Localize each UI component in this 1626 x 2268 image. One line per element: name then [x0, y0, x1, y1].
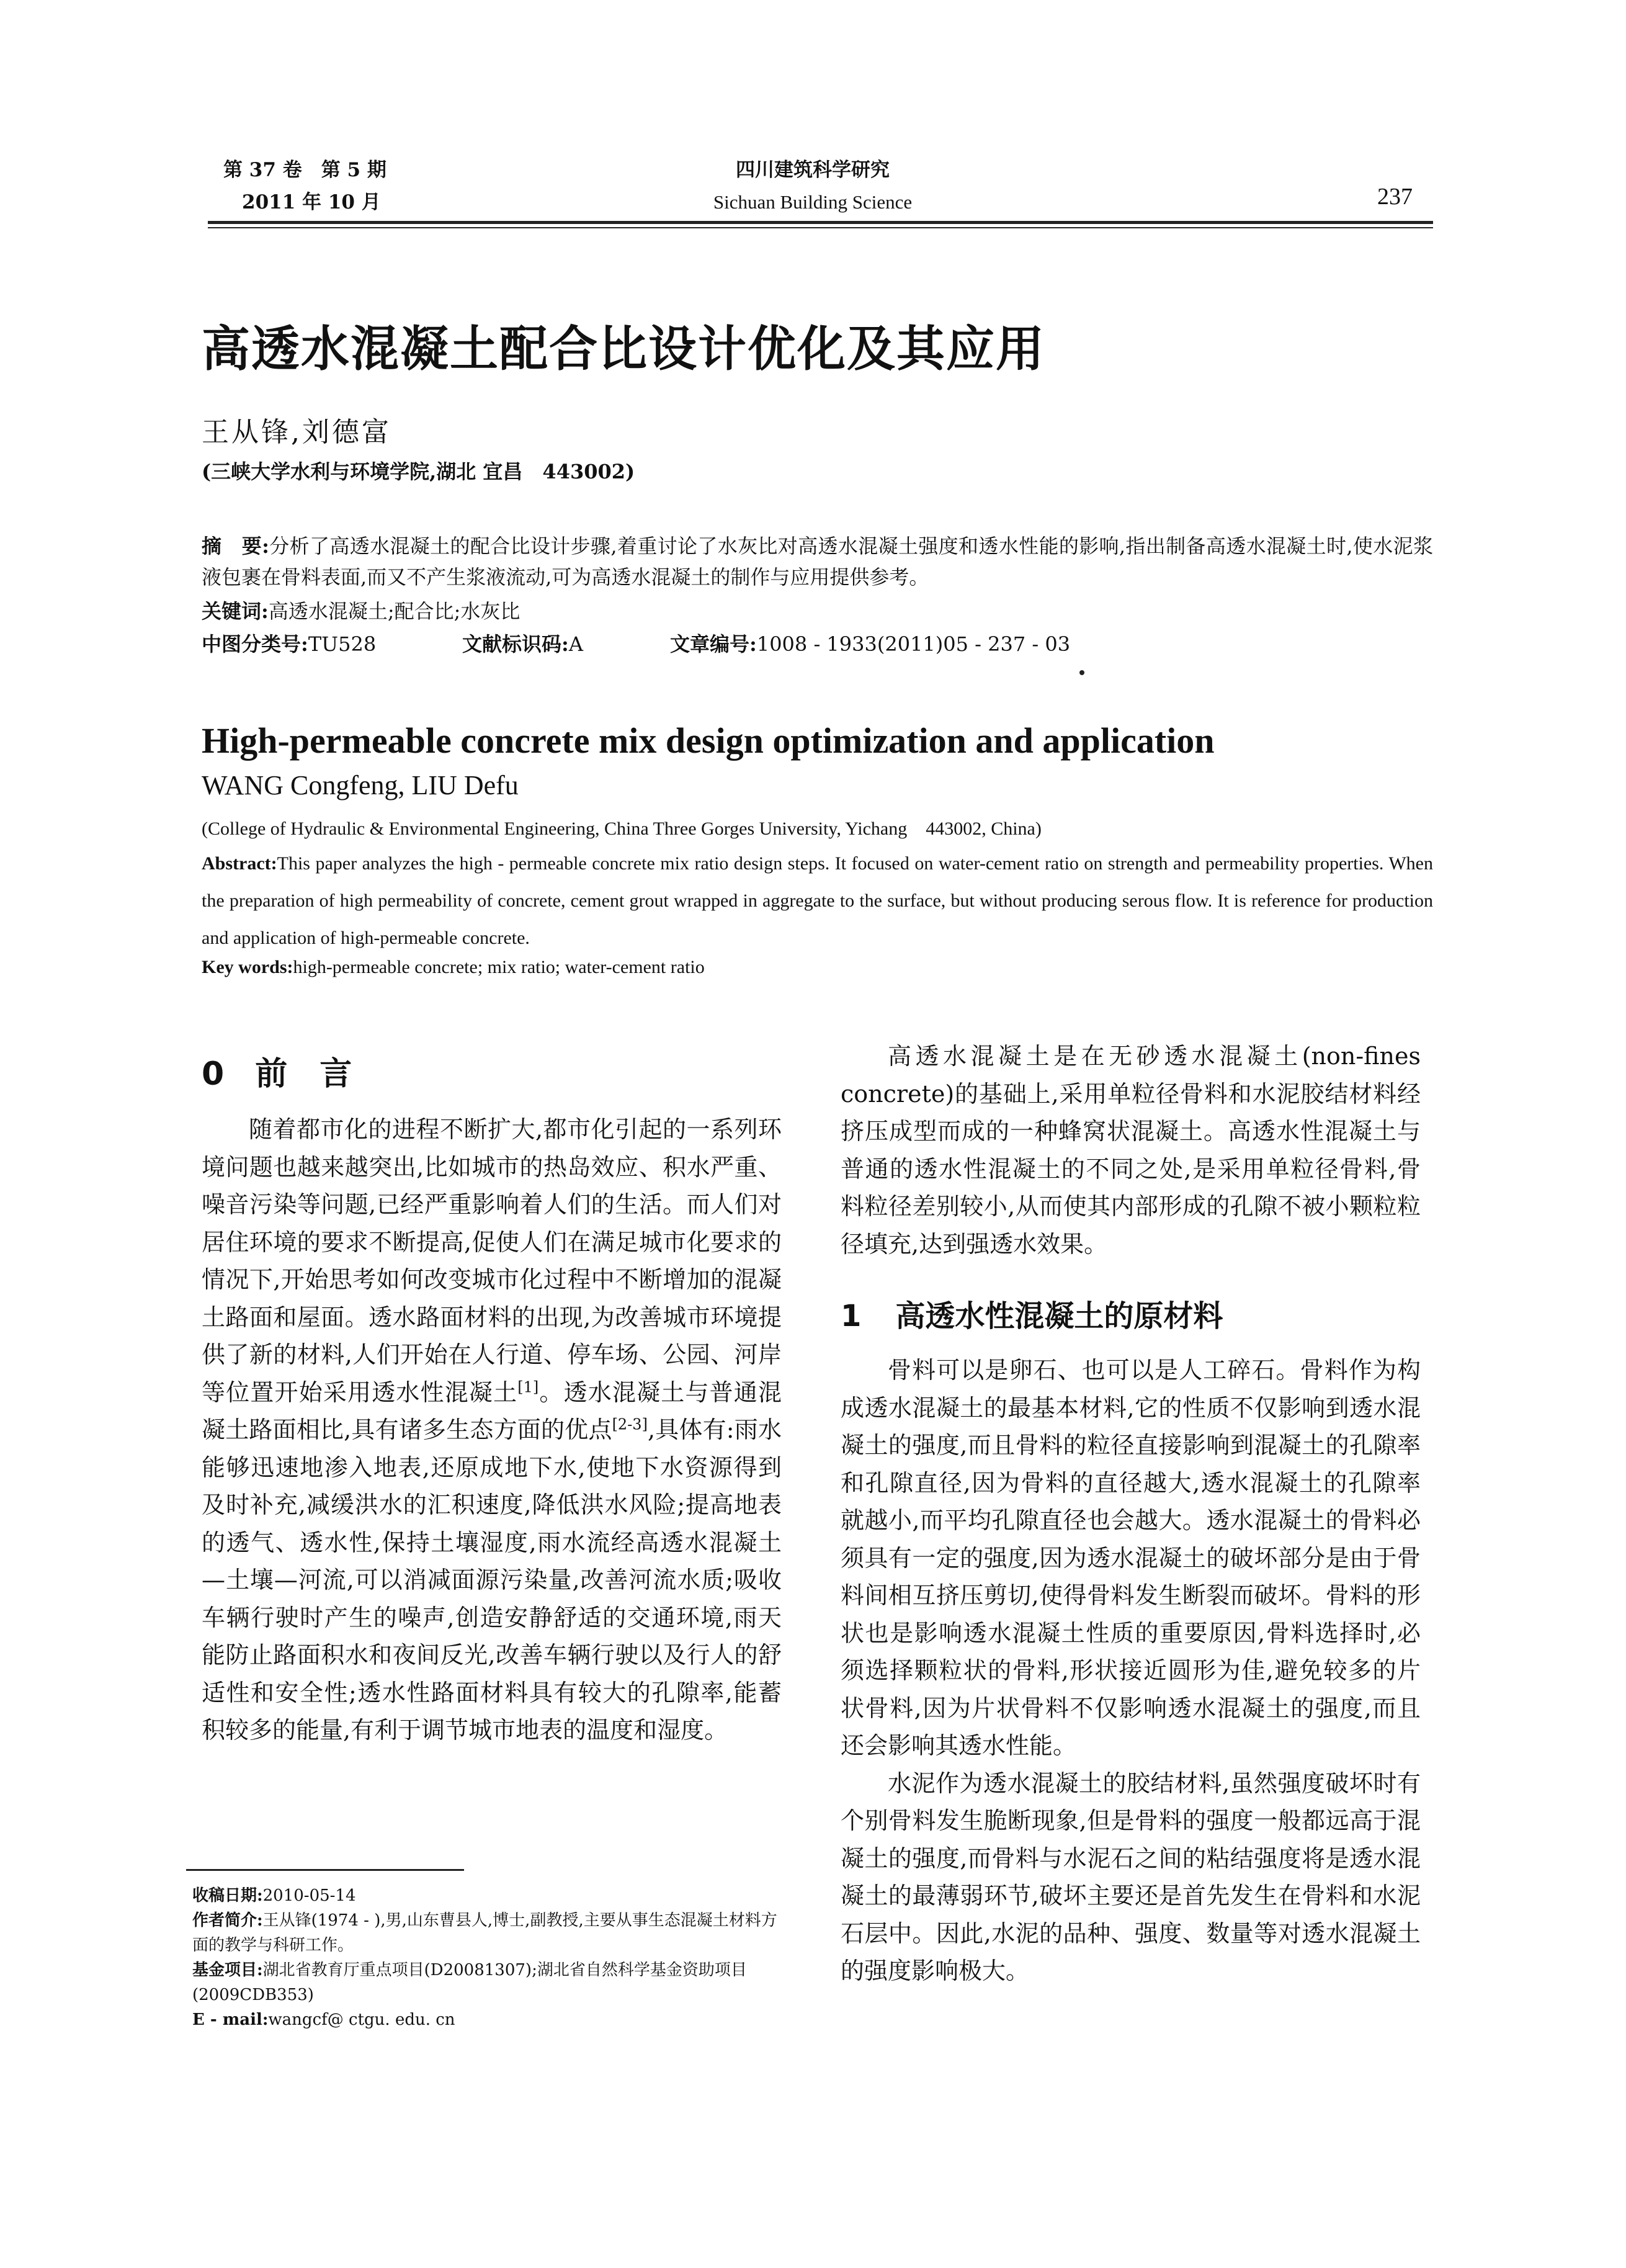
volume-issue: 第 37 卷 第 5 期 [223, 159, 386, 181]
affiliation-en: (College of Hydraulic & Environmental Engineering, China Three Gorges University, Yichang 443002, China) [202, 818, 1042, 839]
keywords-cn-text: 高透水混凝土;配合比;水灰比 [268, 599, 520, 623]
footnote-rule [186, 1869, 464, 1871]
running-header-center [701, 154, 924, 218]
abstract-en-label: Abstract: [202, 853, 277, 874]
section-0-number: 0 [202, 1056, 225, 1093]
right-column-body [841, 1351, 1421, 1990]
issue-date: 2011 年 10 月 [242, 191, 381, 213]
footnote-value: wangcf@ ctgu. edu. cn [268, 2010, 455, 2029]
running-header-left [223, 154, 386, 218]
section-1-number: 1 [841, 1299, 862, 1333]
footnote-email [192, 2007, 791, 2032]
doc-code: A [568, 632, 583, 656]
footnote-value: 王从锋(1974 - ),男,山东曹县人,博士,副教授,主要从事生态混凝土材料方面的教学与科研工作。 [192, 1911, 777, 1955]
keywords-cn [202, 596, 1433, 627]
footnote-value: 湖北省教育厅重点项目(D20081307);湖北省自然科学基金资助项目(2009CDB353) [192, 1961, 747, 2004]
header-rule-thin [208, 227, 1433, 228]
section-1-paragraph-2: 水泥作为透水混凝土的胶结材料,虽然强度破坏时有个别骨料发生脆断现象,但是骨料的强度一般都远高于混凝土的强度,而骨料与水泥石之间的粘结强度将是透水混凝土的最薄弱环节,破坏主要还是首先发生在骨料和水泥石层中。因此,水泥的品种、强度、数量等对透水混凝土的强度影响极大。 [841, 1769, 1421, 1984]
footnote-received [192, 1883, 791, 1908]
para-text: 随着都市化的进程不断扩大,都市化引起的一系列环境问题也越来越突出,比如城市的热岛效应、积水严重、噪音污染等问题,已经严重影响着人们的生活。而人们对居住环境的要求不断提高,促使人们在满足城市化要求的情况下,开始思考如何改变城市化过程中不断增加的混凝土路面和屋面。透水路面材料的出现,为改善城市环境提供了新的材料,人们开始在人行道、停车场、公园、河岸等位置开始采用透水性混凝土 [202, 1116, 782, 1406]
footnote-fund [192, 1958, 791, 2007]
article-number-label: 文章编号: [670, 632, 757, 656]
para-text: 。透水混凝土与普通混凝土路面相比,具有诸多生态方面的优点 [202, 1378, 782, 1443]
page-number: 237 [1377, 184, 1413, 210]
authors-cn: 王从锋,刘德富 [202, 416, 391, 448]
paper-title-en: High-permeable concrete mix design optimization and application [202, 720, 1215, 761]
keywords-en-label: Key words: [202, 957, 293, 977]
footnote-label: E - mail: [192, 2010, 269, 2029]
para-text: ,具体有:雨水能够迅速地渗入地表,还原成地下水,使地下水资源得到及时补充,减缓洪水的汇积速度,降低洪水风险;提高地表的透气、透水性,保持土壤湿度,雨水流经高透水混凝土—土壤—河流,可以消减面源污染量,改善河流水质;吸收车辆行驶时产生的噪声,创造安静舒适的交通环境,雨天能防止路面积水和夜间反光,改善车辆行驶以及行人的舒适性和安全性;透水性路面材料具有较大的孔隙率,能蓄积较多的能量,有利于调节城市地表的温度和湿度。 [202, 1416, 782, 1744]
section-0-title: 前 言 [255, 1055, 352, 1093]
footnote [192, 1883, 791, 2032]
article-number: 1008 - 1933(2011)05 - 237 - 03 [756, 632, 1071, 656]
section-0-heading [202, 1047, 352, 1094]
footnote-value: 2010-05-14 [262, 1886, 356, 1905]
footnote-label: 作者简介: [192, 1911, 263, 1930]
journal-name-cn: 四川建筑科学研究 [736, 159, 890, 181]
section-1-heading [841, 1292, 1223, 1335]
journal-name-en: Sichuan Building Science [713, 191, 913, 213]
footnote-bio [192, 1908, 791, 1958]
footnote-label: 基金项目: [192, 1961, 263, 1979]
classification-line [202, 629, 1433, 660]
left-column-body [202, 1111, 782, 1749]
footnote-label: 收稿日期: [192, 1886, 263, 1905]
keywords-en [202, 957, 705, 978]
section-1-title: 高透水性混凝土的原材料 [895, 1299, 1223, 1333]
abstract-en-text: This paper analyzes the high - permeable concrete mix ratio design steps. It focused on water-cement ratio on strength and permeability properties. When the preparation of high permeability of concrete, cement grout wrapped in aggregate to the surface, but without producing serous flow. It is reference for production and application of high-permeable concrete. [202, 853, 1433, 948]
citation-2-3: [2-3] [612, 1415, 648, 1433]
authors-en: WANG Congfeng, LIU Defu [202, 770, 519, 800]
citation-1: [1] [517, 1378, 539, 1396]
abstract-cn-text: 分析了高透水混凝土的配合比设计步骤,着重讨论了水灰比对高透水混凝土强度和透水性能的影响,指出制备高透水混凝土时,使水泥浆液包裹在骨料表面,而又不产生浆液流动,可为高透水混凝土的制作与应用提供参考。 [202, 534, 1433, 589]
abstract-en [202, 845, 1433, 957]
right-column-intro [841, 1038, 1421, 1263]
abstract-cn [202, 531, 1433, 593]
doc-code-label: 文献标识码: [462, 632, 569, 656]
paper-title-cn: 高透水混凝土配合比设计优化及其应用 [202, 321, 1046, 377]
section-0-paragraph [202, 1111, 782, 1749]
clc-label: 中图分类号: [202, 632, 308, 656]
section-0-paragraph-2: 高透水混凝土是在无砂透水混凝土(non-fines concrete)的基础上,采用单粒径骨料和水泥胶结材料经挤压成型而成的一种蜂窝状混凝土。高透水性混凝土与普通的透水性混凝土的不同之处,是采用单粒径骨料,骨料粒径差别较小,从而使其内部形成的孔隙不被小颗粒粒径填充,达到强透水效果。 [841, 1042, 1421, 1258]
affiliation-cn: (三峡大学水利与环境学院,湖北 宜昌 443002) [202, 460, 635, 483]
keywords-en-text: high-permeable concrete; mix ratio; water-cement ratio [293, 957, 705, 977]
header-rule [208, 221, 1433, 224]
clc-code: TU528 [308, 632, 377, 656]
stray-dot [1079, 670, 1084, 675]
abstract-cn-label: 摘 要: [202, 534, 269, 558]
section-1-paragraph-1: 骨料可以是卵石、也可以是人工碎石。骨料作为构成透水混凝土的最基本材料,它的性质不仅影响到透水混凝土的强度,而且骨料的粒径直接影响到混凝土的孔隙率和孔隙直径,因为骨料的直径越大,透水混凝土的孔隙率就越小,而平均孔隙直径也会越大。透水混凝土的骨料必须具有一定的强度,因为透水混凝土的破坏部分是由于骨料间相互挤压剪切,使得骨料发生断裂而破坏。骨料的形状也是影响透水混凝土性质的重要原因,骨料选择时,必须选择颗粒状的骨料,形状接近圆形为佳,避免较多的片状骨料,因为片状骨料不仅影响透水混凝土的强度,而且还会影响其透水性能。 [841, 1356, 1421, 1759]
keywords-cn-label: 关键词: [202, 599, 269, 623]
